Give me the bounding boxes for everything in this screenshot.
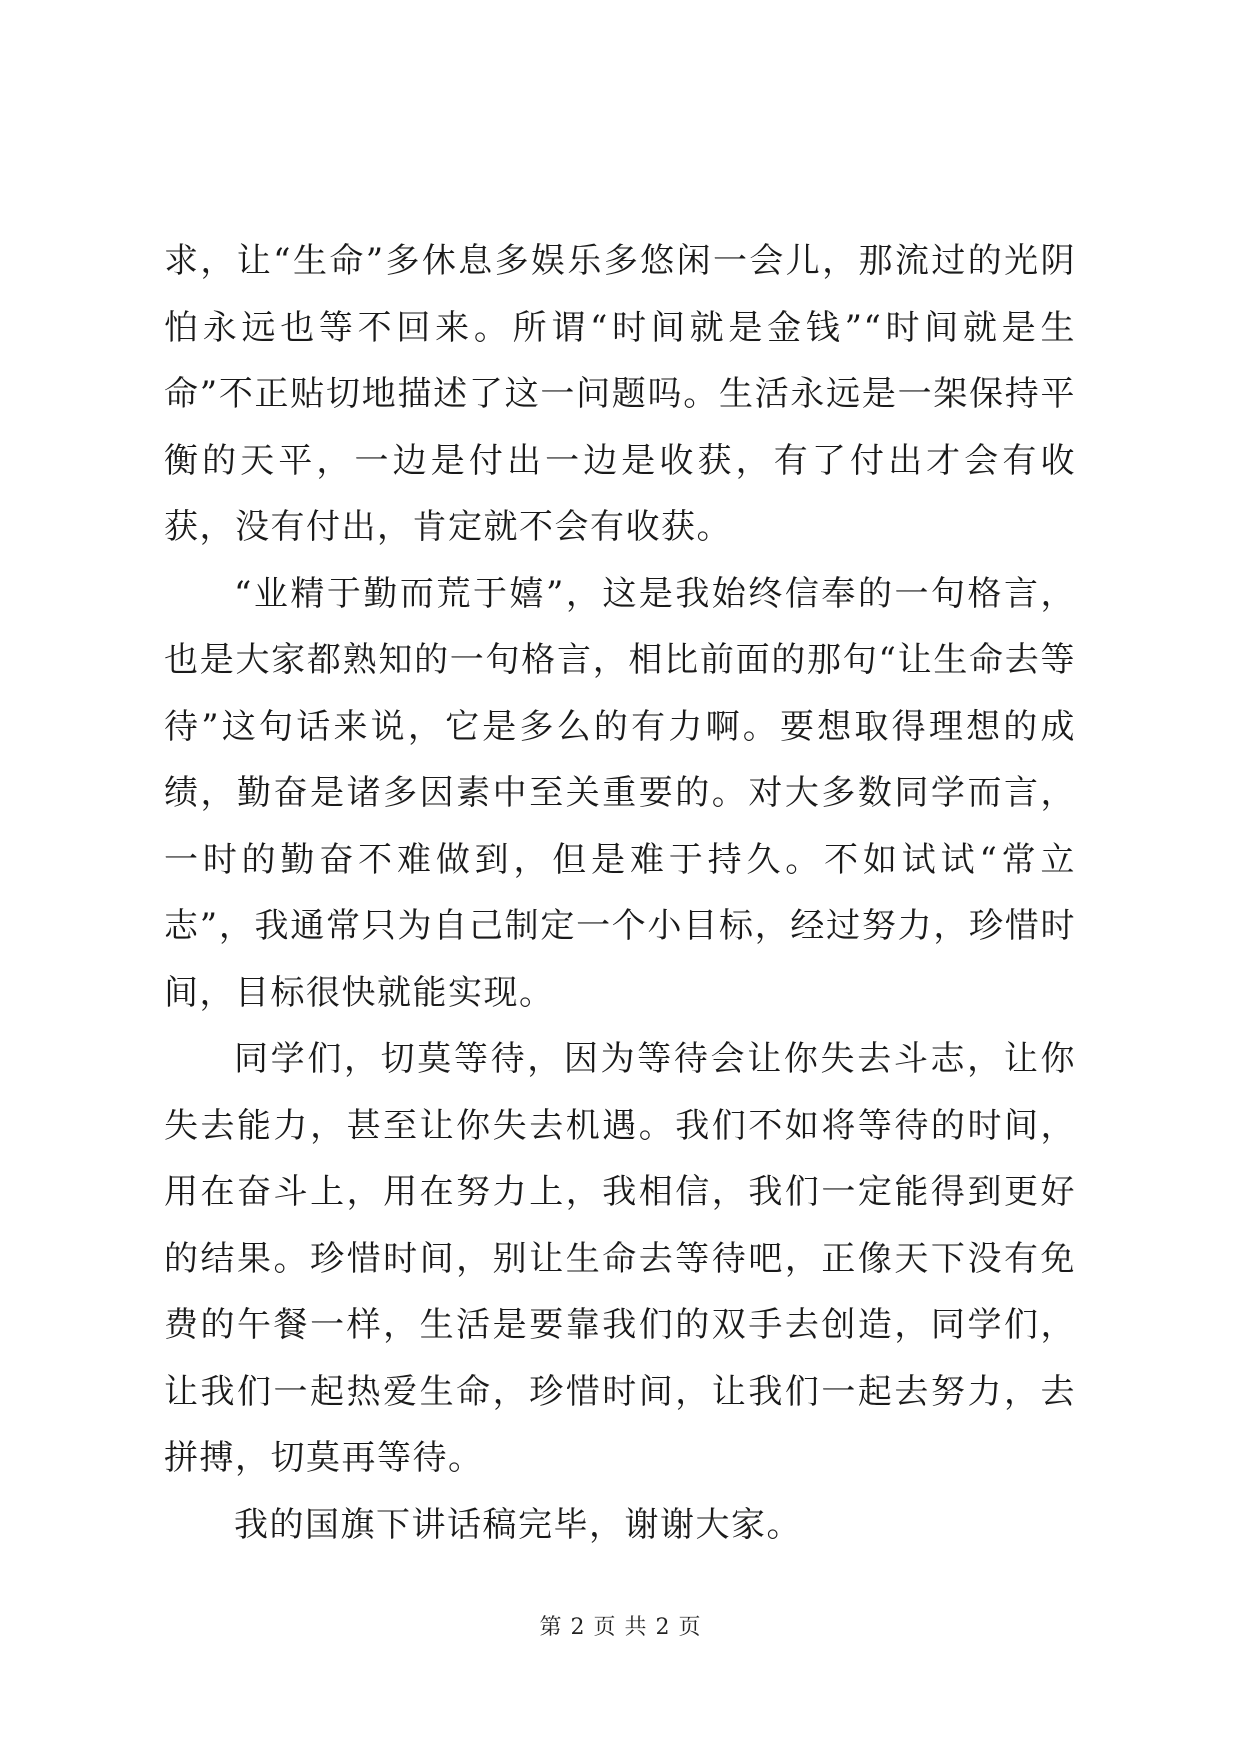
- paragraph-closing: 我的国旗下讲话稿完毕，谢谢大家。: [234, 1504, 802, 1545]
- paragraph-call-to-action: 同学们，切莫等待，因为等待会让你失去斗志，让你失去能力，甚至让你失去机遇。我们不如将等待的时间，用在奋斗上，用在努力上，我相信，我们一定能得到更好的结果。珍惜时间，别让生命去等待吧，正像天下没有免费的午餐一样，生活是要靠我们的双手去创造，同学们，让我们一起热爱生命，珍惜时间，让我们一起去努力，去拼搏，切莫再等待。: [164, 1039, 1076, 1478]
- paragraph-diligence: “业精于勤而荒于嬉”，这是我始终信奉的一句格言，也是大家都熟知的一句格言，相比前面的那句“让生命去等待”这句话来说，它是多么的有力啊。要想取得理想的成绩，勤奋是诸多因素中至关重要的。对大多数同学而言，一时的勤奋不难做到，但是难于持久。不如试试“常立志”，我通常只为自己制定一个小目标，经过努力，珍惜时间，目标很快就能实现。: [164, 573, 1076, 1013]
- page-number-footer: 第 2 页 共 2 页: [539, 1615, 702, 1640]
- paragraph-continuation: 求，让“生命”多休息多娱乐多悠闲一会儿，那流过的光阴怕永远也等不回来。所谓“时间就是金钱”“时间就是生命”不正贴切地描述了这一问题吗。生活永远是一架保持平衡的天平，一边是付出一边是收获，有了付出才会有收获，没有付出，肯定就不会有收获。: [164, 241, 1076, 547]
- document-body: [164, 228, 1076, 1558]
